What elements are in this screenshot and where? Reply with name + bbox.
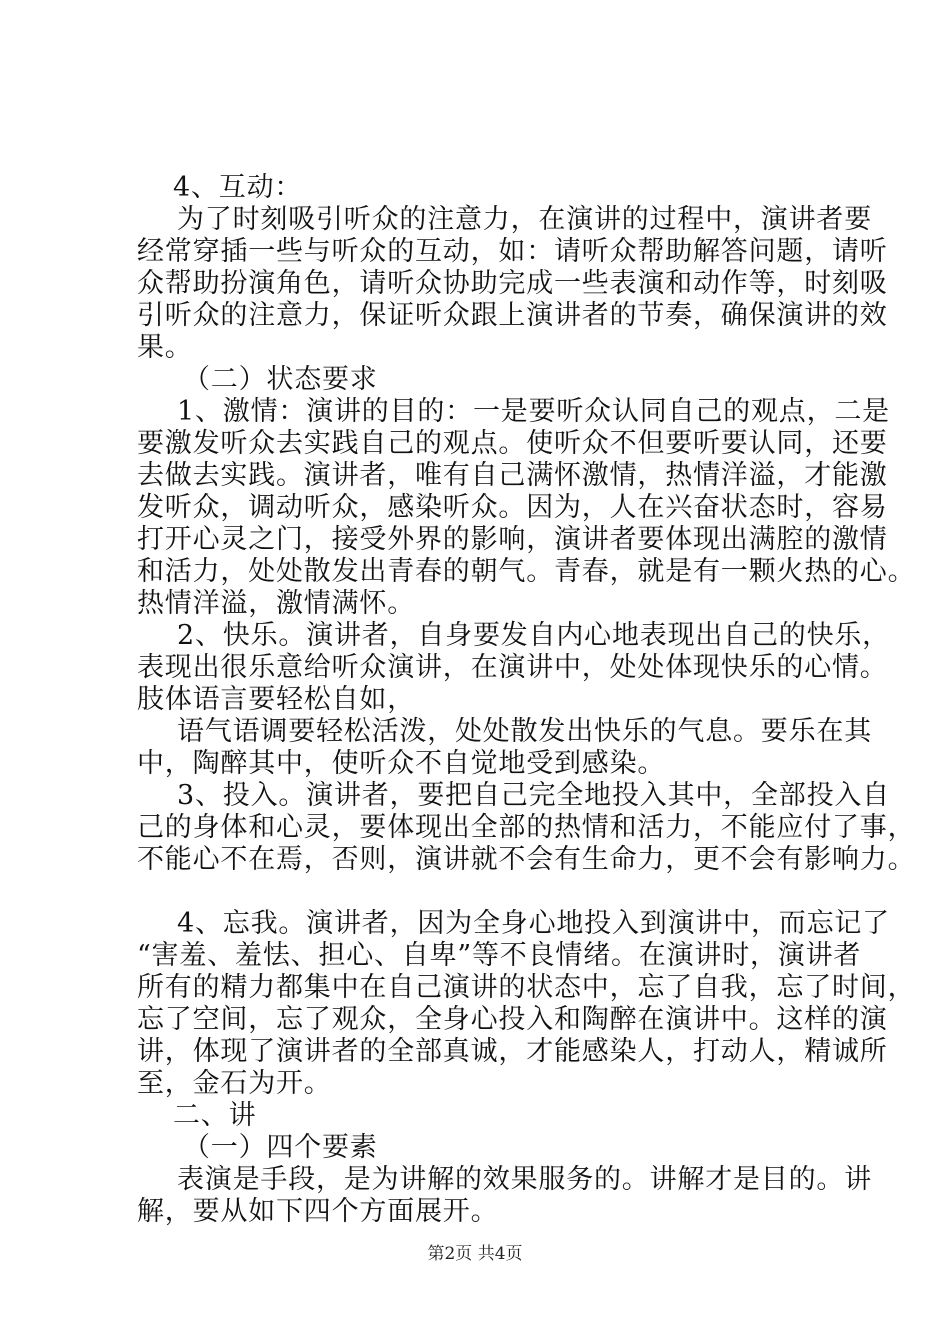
paragraph-line: 中，陶醉其中，使听众不自觉地受到感染。: [137, 748, 666, 779]
paragraph-line: 语气语调要轻松活泼，处处散发出快乐的气息。要乐在其: [177, 716, 872, 747]
paragraph-line: 热情洋溢，激情满怀。: [137, 588, 415, 619]
paragraph-line: 2、快乐。演讲者，自身要发自内心地表现出自己的快乐，: [177, 620, 890, 651]
heading-interaction: 4、互动：: [173, 172, 303, 203]
paragraph-line: 果。: [137, 332, 193, 363]
paragraph-line: 发听众，调动听众，感染听众。因为，人在兴奋状态时，容易: [137, 492, 888, 523]
paragraph-line: 去做去实践。演讲者，唯有自己满怀激情，热情洋溢，才能激: [137, 460, 888, 491]
section-heading-speak: 二、讲: [173, 1100, 257, 1131]
document-body: [137, 172, 916, 1228]
paragraph-line: 忘了空间，忘了观众，全身心投入和陶醉在演讲中。这样的演: [137, 1004, 888, 1035]
paragraph-line: 不能心不在焉，否则，演讲就不会有生命力，更不会有影响力。: [137, 844, 916, 875]
paragraph-line: 众帮助扮演角色，请听众协助完成一些表演和动作等，时刻吸: [137, 268, 888, 299]
paragraph-line: 肢体语言要轻松自如，: [137, 684, 415, 715]
paragraph-line: 4、忘我。演讲者，因为全身心地投入到演讲中，而忘记了: [177, 908, 890, 939]
paragraph-line: 引听众的注意力，保证听众跟上演讲者的节奏，确保演讲的效: [137, 300, 888, 331]
paragraph-line: 表演是手段，是为讲解的效果服务的。讲解才是目的。讲: [177, 1164, 872, 1195]
paragraph-line: 3、投入。演讲者，要把自己完全地投入其中，全部投入自: [177, 780, 890, 811]
section-heading-state: （二）状态要求: [183, 364, 378, 395]
paragraph-line: 打开心灵之门，接受外界的影响，演讲者要体现出满腔的激情: [137, 524, 888, 555]
paragraph-line: 解，要从如下四个方面展开。: [137, 1196, 499, 1227]
subsection-heading-four-elements: （一）四个要素: [183, 1132, 378, 1163]
paragraph-line: 讲，体现了演讲者的全部真诚，才能感染人，打动人，精诚所: [137, 1036, 888, 1067]
paragraph-line: 要激发听众去实践自己的观点。使听众不但要听要认同，还要: [137, 428, 888, 459]
paragraph-line: 和活力，处处散发出青春的朝气。青春，就是有一颗火热的心。: [137, 556, 916, 587]
paragraph-line: 己的身体和心灵，要体现出全部的热情和活力，不能应付了事，: [137, 812, 916, 843]
paragraph-line: 表现出很乐意给听众演讲，在演讲中，处处体现快乐的心情。: [137, 652, 888, 683]
paragraph-gap: [137, 876, 837, 908]
paragraph-line: 所有的精力都集中在自己演讲的状态中，忘了自我，忘了时间，: [137, 972, 916, 1003]
paragraph-line: 至，金石为开。: [137, 1068, 332, 1099]
paragraph-line: “害羞、羞怯、担心、自卑”等不良情绪。在演讲时，演讲者: [137, 940, 862, 971]
paragraph-line: 经常穿插一些与听众的互动，如：请听众帮助解答问题，请听: [137, 236, 888, 267]
paragraph-line: 为了时刻吸引听众的注意力，在演讲的过程中，演讲者要: [177, 204, 872, 235]
paragraph-line: 1、激情：演讲的目的：一是要听众认同自己的观点，二是: [177, 396, 890, 427]
page-footer: 第2页 共4页: [427, 1244, 523, 1264]
